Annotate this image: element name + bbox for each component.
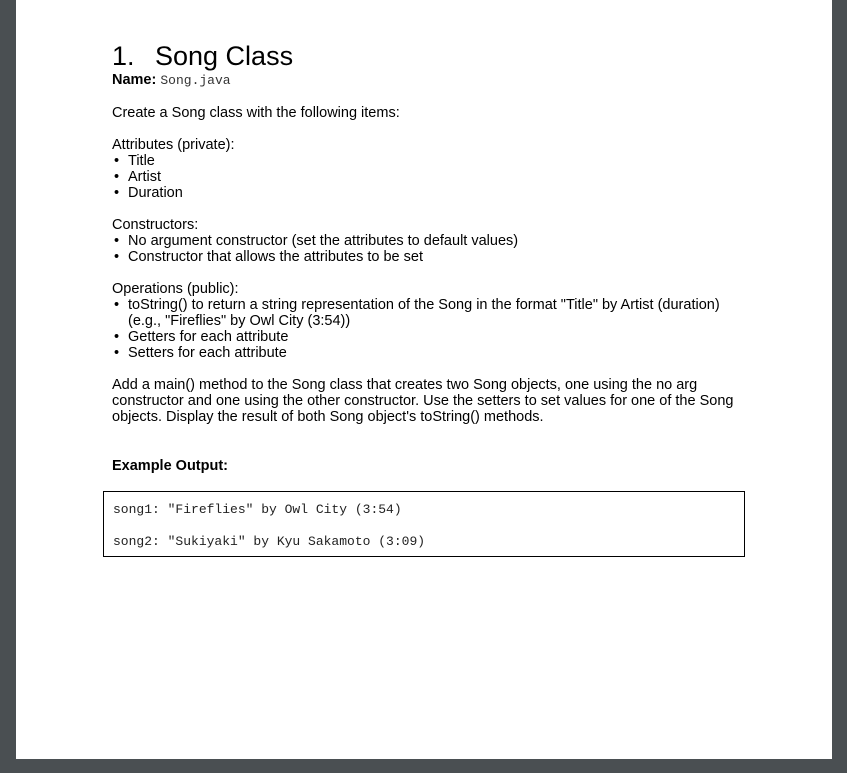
- list-item: • Artist: [112, 169, 752, 185]
- output-line: song2: "Sukiyaki" by Kyu Sakamoto (3:09): [113, 534, 426, 549]
- attributes-list: [112, 153, 752, 201]
- list-item: • Title: [112, 153, 752, 169]
- page-title: [112, 40, 752, 72]
- list-item: • Getters for each attribute: [112, 329, 752, 345]
- list-item: • Duration: [112, 185, 752, 201]
- output-line: song1: "Fireflies" by Owl City (3:54): [113, 502, 402, 517]
- example-output-label: Example Output:: [112, 458, 229, 474]
- name-label: Name:: [112, 72, 157, 88]
- constructors-list: [112, 233, 752, 265]
- section-title: Song Class: [155, 41, 294, 71]
- constructors-heading: Constructors:: [112, 217, 199, 233]
- attributes-heading: Attributes (private):: [112, 137, 235, 153]
- operations-heading: Operations (public):: [112, 281, 239, 297]
- document-page: [16, 0, 832, 759]
- file-name: Song.java: [160, 73, 231, 88]
- list-item: • Setters for each attribute: [112, 345, 752, 361]
- list-item: • No argument constructor (set the attributes to default values): [112, 233, 752, 249]
- intro-text: Create a Song class with the following items:: [112, 105, 400, 121]
- file-name-line: [112, 72, 752, 89]
- list-item: • Constructor that allows the attributes to be set: [112, 249, 752, 265]
- operations-list: [112, 297, 752, 361]
- main-method-paragraph: Add a main() method to the Song class that creates two Song objects, one using the no arg constructor and one using the other constructor. Use the setters to set values for one of the Song objects. Display the result of both Song object's toString() methods.: [112, 377, 734, 425]
- section-number: 1.: [112, 41, 135, 71]
- example-output-box: [103, 491, 745, 557]
- page-content: [112, 40, 752, 474]
- list-item: • toString() to return a string representation of the Song in the format "Title" by Artist (duration) (e.g., "Fireflies" by Owl City (3:54)): [112, 297, 752, 329]
